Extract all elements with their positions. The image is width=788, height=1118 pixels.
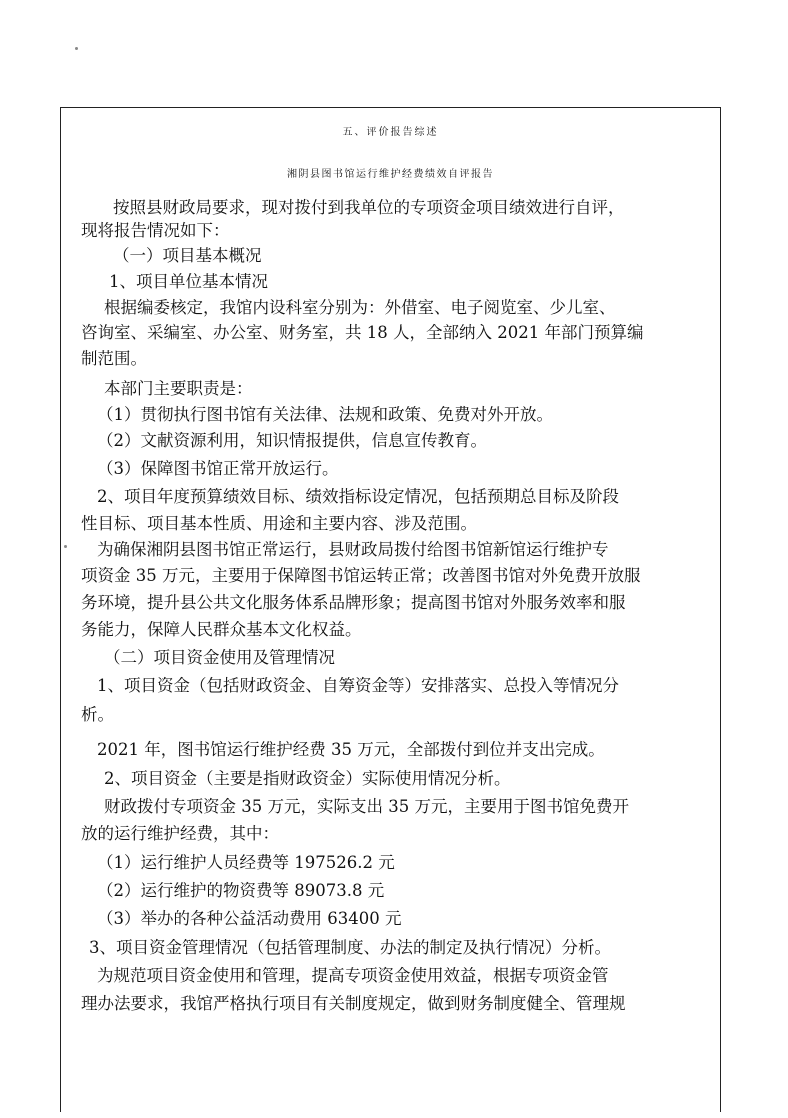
section-heading: 五、评价报告综述 [342, 127, 439, 138]
paragraph-line: 项资金 35 万元，主要用于保障图书馆运转正常；改善图书馆对外免费开放服 [81, 566, 641, 585]
paragraph-line: 性目标、项目基本性质、用途和主要内容、涉及范围。 [81, 514, 477, 533]
subsection-title: 1、项目资金（包括财政资金、自筹资金等）安排落实、总投入等情况分 [97, 676, 619, 695]
subsection-title: 2、项目资金（主要是指财政资金）实际使用情况分析。 [104, 769, 511, 788]
section-title: （二）项目资金使用及管理情况 [104, 648, 335, 667]
section-title: （一）项目基本概况 [113, 246, 262, 265]
paragraph-line: 为确保湘阴县图书馆正常运行，县财政局拨付给图书馆新馆运行维护专 [97, 540, 609, 559]
paragraph-line: 现将报告情况如下： [81, 221, 230, 240]
list-item: （1）运行维护人员经费等 197526.2 元 [97, 853, 395, 872]
subsection-title: 2、项目年度预算绩效目标、绩效指标设定情况，包括预期总目标及阶段 [97, 487, 619, 506]
paragraph-line: 务能力，保障人民群众基本文化权益。 [81, 620, 362, 639]
paragraph-line: 析。 [81, 705, 114, 724]
list-item: （2）文献资源利用，知识情报提供，信息宣传教育。 [97, 431, 487, 450]
report-title: 湘阴县图书馆运行维护经费绩效自评报告 [287, 169, 494, 180]
report-frame [60, 107, 721, 1112]
paragraph-line: 放的运行维护经费，其中： [81, 824, 279, 843]
paragraph-line: 制范围。 [81, 349, 147, 368]
list-item: （2）运行维护的物资费等 89073.8 元 [97, 881, 385, 900]
paragraph-line: 按照县财政局要求，现对拨付到我单位的专项资金项目绩效进行自评， [113, 198, 625, 217]
paragraph-line: 2021 年，图书馆运行维护经费 35 万元，全部拨付到位并支出完成。 [97, 740, 605, 759]
paragraph-line: 务环境，提升县公共文化服务体系品牌形象；提高图书馆对外服务效率和服 [81, 593, 626, 612]
list-item: （1）贯彻执行图书馆有关法律、法规和政策、免费对外开放。 [97, 405, 553, 424]
paragraph-line: 财政拨付专项资金 35 万元，实际支出 35 万元，主要用于图书馆免费开 [104, 797, 629, 816]
subsection-title: 1、项目单位基本情况 [109, 272, 268, 291]
paragraph-line: 为规范项目资金使用和管理，提高专项资金使用效益，根据专项资金管 [97, 966, 609, 985]
paragraph-line: 本部门主要职责是： [104, 379, 253, 398]
paragraph-line: 根据编委核定，我馆内设科室分别为：外借室、电子阅览室、少儿室、 [104, 298, 616, 317]
paragraph-line: 理办法要求，我馆严格执行项目有关制度规定，做到财务制度健全、管理规 [81, 994, 626, 1013]
list-item: （3）保障图书馆正常开放运行。 [97, 459, 339, 478]
list-item: （3）举办的各种公益活动费用 63400 元 [97, 909, 402, 928]
paragraph-line: 咨询室、采编室、办公室、财务室，共 18 人，全部纳入 2021 年部门预算编 [81, 323, 644, 342]
scan-dot [75, 47, 78, 50]
subsection-title: 3、项目资金管理情况（包括管理制度、办法的制定及执行情况）分析。 [89, 938, 611, 957]
